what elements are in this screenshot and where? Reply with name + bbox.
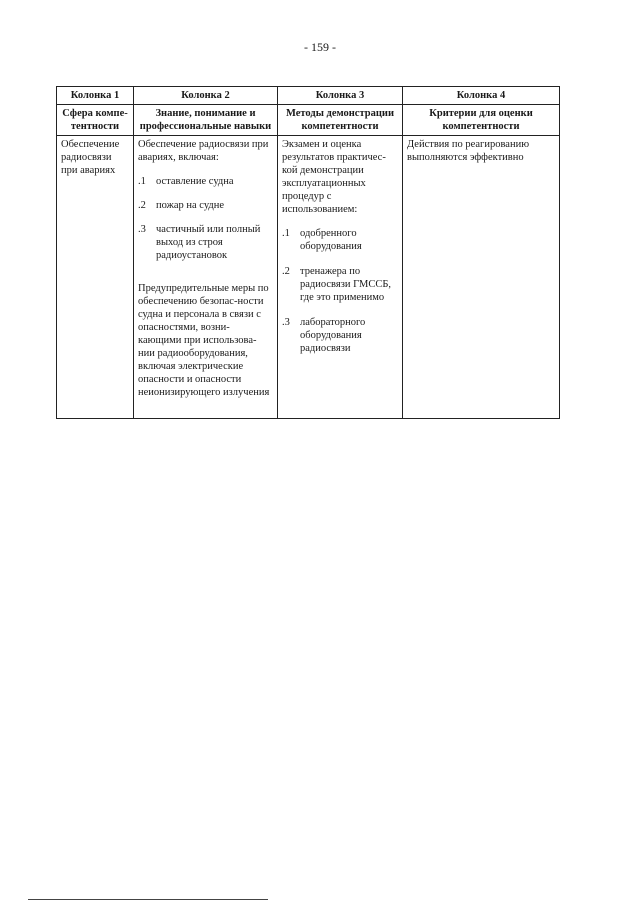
column-header-criteria: Критерии для оценки компетентности	[403, 105, 560, 136]
list-item	[138, 175, 273, 188]
knowledge-intro: Обеспечение радиосвязи при авариях, включая:	[138, 139, 269, 163]
column-label-4: Колонка 4	[403, 87, 560, 105]
list-item-text: пожар на судне	[156, 200, 225, 211]
knowledge-note: Предупредительные меры по обеспечению безопас-ности судна и персонала в связи с опасностями, возни-кающими при использова-нии радиооборудования, включая электрические опасности и опасности неионизирующего излучения	[138, 283, 270, 398]
list-item-number: .3	[282, 317, 290, 328]
list-item-text: тренажера по радиосвязи ГМССБ, где это применимо	[300, 266, 392, 303]
table-row	[57, 136, 560, 419]
competence-table	[56, 86, 560, 419]
criteria-text: Действия по реагированию выполняются эффективно	[407, 139, 530, 163]
list-item-text: лабораторного оборудования радиосвязи	[300, 317, 366, 354]
list-item-number: .1	[282, 228, 290, 239]
cell-knowledge	[134, 136, 278, 419]
methods-intro: Экзамен и оценка результатов практичес-кой демонстрации эксплуатационных процедур с использованием:	[282, 139, 386, 215]
footer-rule	[28, 899, 268, 900]
column-label-3: Колонка 3	[278, 87, 403, 105]
column-label-row	[57, 87, 560, 105]
list-item-number: .2	[138, 200, 146, 211]
list-item-number: .2	[282, 266, 290, 277]
list-item-number: .3	[138, 224, 146, 235]
list-item-text: одобренного оборудования	[300, 228, 362, 252]
list-item-number: .1	[138, 176, 146, 187]
list-item	[282, 227, 398, 253]
column-label-1: Колонка 1	[57, 87, 134, 105]
list-item	[282, 316, 398, 355]
column-header-methods: Методы демонстрации компетентности	[278, 105, 403, 136]
list-item	[138, 199, 273, 212]
list-item-text: оставление судна	[156, 176, 234, 187]
competence-text: Обеспечение радиосвязи при авариях	[61, 139, 120, 176]
list-item	[138, 223, 273, 262]
page-number: - 159 -	[304, 40, 336, 54]
cell-criteria	[403, 136, 560, 419]
list-item	[282, 265, 398, 304]
column-header-competence: Сфера компе-тентности	[57, 105, 134, 136]
cell-competence	[57, 136, 134, 419]
cell-methods	[278, 136, 403, 419]
column-header-row	[57, 105, 560, 136]
column-header-knowledge: Знание, понимание и профессиональные навыки	[134, 105, 278, 136]
list-item-text: частичный или полный выход из строя радиоустановок	[156, 224, 261, 261]
column-label-2: Колонка 2	[134, 87, 278, 105]
